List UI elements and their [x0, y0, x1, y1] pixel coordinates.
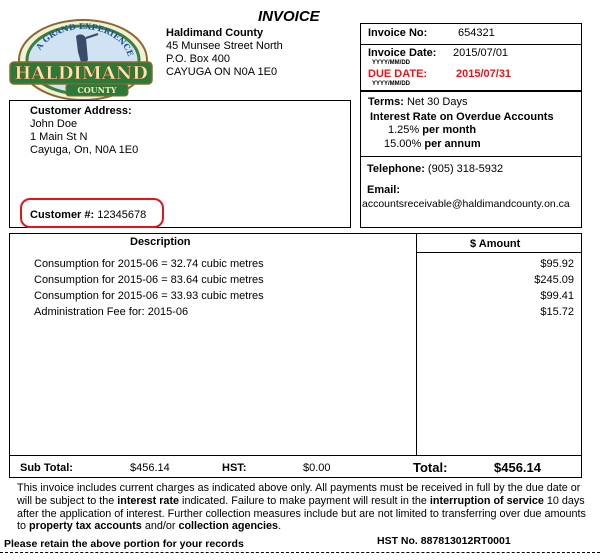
org-address-line1: 45 Munsee Street North [166, 40, 283, 52]
invoice-date-format: YYYY/MM/DD [372, 60, 411, 66]
customer-address-label: Customer Address: [30, 105, 132, 117]
org-name: Haldimand County [166, 27, 264, 39]
rate-annum-value: 15.00% [384, 138, 422, 150]
notice-bold-interruption: interruption of service [429, 494, 544, 507]
total-label: Total: [413, 460, 448, 475]
haldimand-logo [6, 12, 156, 102]
customer-name: John Doe [30, 118, 78, 130]
interest-title: Interest Rate on Overdue Accounts [370, 111, 554, 123]
row-amount: $15.72 [540, 306, 574, 318]
logo-arc-text: A GRAND EXPERIENCE [33, 21, 136, 58]
rate-month-label: per month [422, 124, 477, 136]
org-address-line3: CAYUGA ON N0A 1E0 [166, 66, 278, 78]
row-amount: $99.41 [540, 290, 574, 302]
terms-label: Terms: [368, 96, 404, 108]
row-description: Administration Fee for: 2015-06 [34, 306, 189, 318]
notice-text: This invoice includes current charges as indicated above only. All payments must be received in full by the due date or will be subject to the [17, 482, 581, 507]
table-row [34, 306, 188, 318]
terms-value: Net 30 Days [406, 96, 468, 108]
logo-county: COUNTY [77, 85, 117, 95]
subtotal-label: Sub Total: [20, 462, 73, 474]
row-description: Consumption for 2015-06 = 83.64 cubic metres [34, 274, 264, 286]
row-description: Consumption for 2015-06 = 32.74 cubic metres [34, 258, 264, 270]
org-address [166, 27, 283, 79]
row-description: Consumption for 2015-06 = 33.93 cubic metres [34, 290, 264, 302]
notice-text: 10 days after the application of interest. Further collection measures include but are not limited to transferring over due amounts to [17, 494, 586, 533]
invoice-date: 2015/07/01 [453, 47, 509, 59]
description-header: Description [130, 236, 191, 248]
hst-label: HST: [222, 462, 247, 474]
telephone: (905) 318-5932 [427, 163, 504, 175]
notice-bold-collection: collection agencies [178, 520, 279, 533]
row-amount: $245.09 [534, 274, 574, 286]
rate-annum-label: per annum [424, 138, 481, 150]
customer-address [30, 118, 138, 157]
logo-name: HALDIMAND [14, 63, 148, 84]
retain-notice: Please retain the above portion for your records [4, 538, 244, 550]
email-link[interactable]: accountsreceivable@haldimandcounty.on.ca [362, 198, 570, 210]
rate-month-value: 1.25% [388, 124, 420, 136]
invoice-date-label: Invoice Date: [368, 47, 437, 59]
due-date-label: DUE DATE: [368, 68, 428, 80]
tear-line [0, 552, 600, 553]
payment-notice [17, 482, 587, 533]
customer-street: 1 Main St N [30, 131, 88, 143]
notice-bold-property-tax: property tax accounts [29, 520, 142, 533]
due-date-format: YYYY/MM/DD [372, 81, 411, 87]
notice-bold-interest-rate: interest rate [117, 494, 180, 507]
invoice-no-label: Invoice No: [368, 27, 428, 39]
amount-header: $ Amount [470, 238, 521, 250]
due-date: 2015/07/31 [456, 68, 512, 80]
notice-text: . [278, 520, 282, 533]
hst: $0.00 [303, 462, 331, 474]
customer-number: 12345678 [97, 209, 147, 221]
invoice-title: INVOICE [258, 8, 320, 25]
invoice-no: 654321 [458, 27, 495, 39]
table-row [34, 258, 264, 270]
org-address-line2: P.O. Box 400 [166, 53, 231, 65]
notice-text: and/or [141, 520, 179, 533]
table-row [34, 290, 264, 302]
hst-no: 887813012RT0001 [420, 535, 511, 547]
subtotal: $456.14 [130, 462, 170, 474]
telephone-label: Telephone: [367, 163, 425, 175]
hst-no-label: HST No. [377, 535, 418, 547]
customer-number-label: Customer #: [30, 209, 95, 221]
email-label: Email: [367, 184, 401, 196]
row-amount: $95.92 [540, 258, 574, 270]
notice-text: indicated. Failure to make payment will result in the [179, 494, 430, 507]
table-row [34, 274, 264, 286]
total: $456.14 [494, 460, 541, 475]
customer-city: Cayuga, On, N0A 1E0 [30, 144, 139, 156]
